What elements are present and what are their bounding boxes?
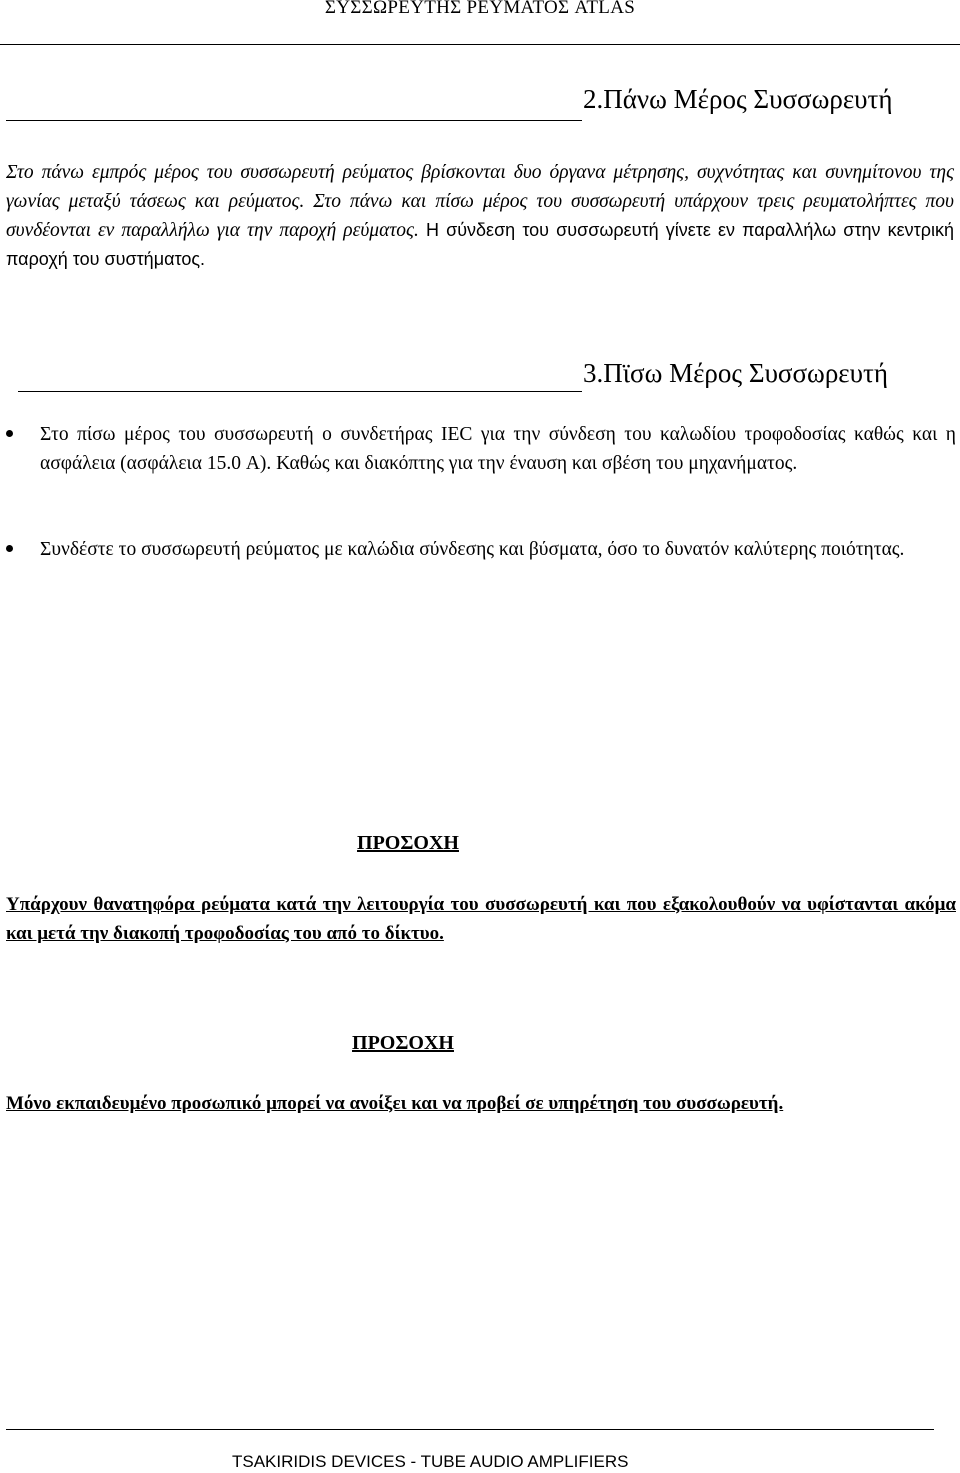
running-footer: TSAKIRIDIS DEVICES - TUBE AUDIO AMPLIFIERS bbox=[232, 1452, 629, 1471]
list-item-text: Στο πίσω μέρος του συσσωρευτή ο συνδετήρας IEC για την σύνδεση του καλωδίου τροφοδοσίας καθώς και η ασφάλεια (ασφάλεια 15.0 A). Καθώς και διακόπτης για την έναυση και σβέση του μηχανήματος. bbox=[40, 424, 956, 474]
warning-text: Υπάρχουν θανατηφόρα ρεύματα κατά την λειτουργία του συσσωρευτή και που εξακολουθούν να υφίστανται ακόμα και μετά την διακοπή τροφοδοσίας του από το δίκτυο. bbox=[6, 894, 956, 944]
footer-divider bbox=[6, 1429, 934, 1430]
section-2-italic-text: Στο πάνω εμπρός μέρος του συσσωρευτή ρεύματος βρίσκονται δυο όργανα μέτρησης, συχνότητας και συνημίτονου της γωνίας μεταξύ τάσεως και ρεύματος. Στο πάνω και πίσω μέρος του συσσωρευτή υπάρχουν τρεις ρευματολήπτες που συνδέονται εν παραλλήλω για την παροχή ρεύματος. bbox=[6, 162, 954, 241]
bullet-icon bbox=[6, 545, 13, 552]
running-header: ΣΥΣΣΩΡΕΥΤΗΣ ΡΕΥΜΑΤΟΣ ATLAS bbox=[324, 0, 636, 18]
section-2-heading-rule bbox=[6, 120, 582, 121]
list-item-text: Συνδέστε το συσσωρευτή ρεύματος με καλώδια σύνδεσης και βύσματα, όσο το δυνατόν καλύτερης ποιότητας. bbox=[40, 539, 905, 560]
section-2-paragraph bbox=[6, 158, 954, 274]
warning-text: Μόνο εκπαιδευμένο προσωπικό μπορεί να ανοίξει και να προβεί σε υπηρέτηση του συσσωρευτή. bbox=[6, 1093, 784, 1114]
bullet-icon bbox=[6, 430, 13, 437]
section-2-plain-text: Η σύνδεση του συσσωρευτή γίνετε εν παραλλήλω στην κεντρική παροχή του συστήματος. bbox=[6, 220, 954, 269]
section-2-heading: 2.Πάνω Μέρος Συσσωρευτή bbox=[583, 84, 893, 114]
header-divider bbox=[0, 44, 960, 45]
section-3-heading-rule bbox=[18, 391, 582, 392]
section-3-heading: 3.Πϊσω Μέρος Συσσωρευτή bbox=[583, 358, 888, 388]
warning-title: ΠΡΟΣΟΧΗ bbox=[357, 832, 459, 854]
warning-title: ΠΡΟΣΟΧΗ bbox=[352, 1032, 454, 1054]
